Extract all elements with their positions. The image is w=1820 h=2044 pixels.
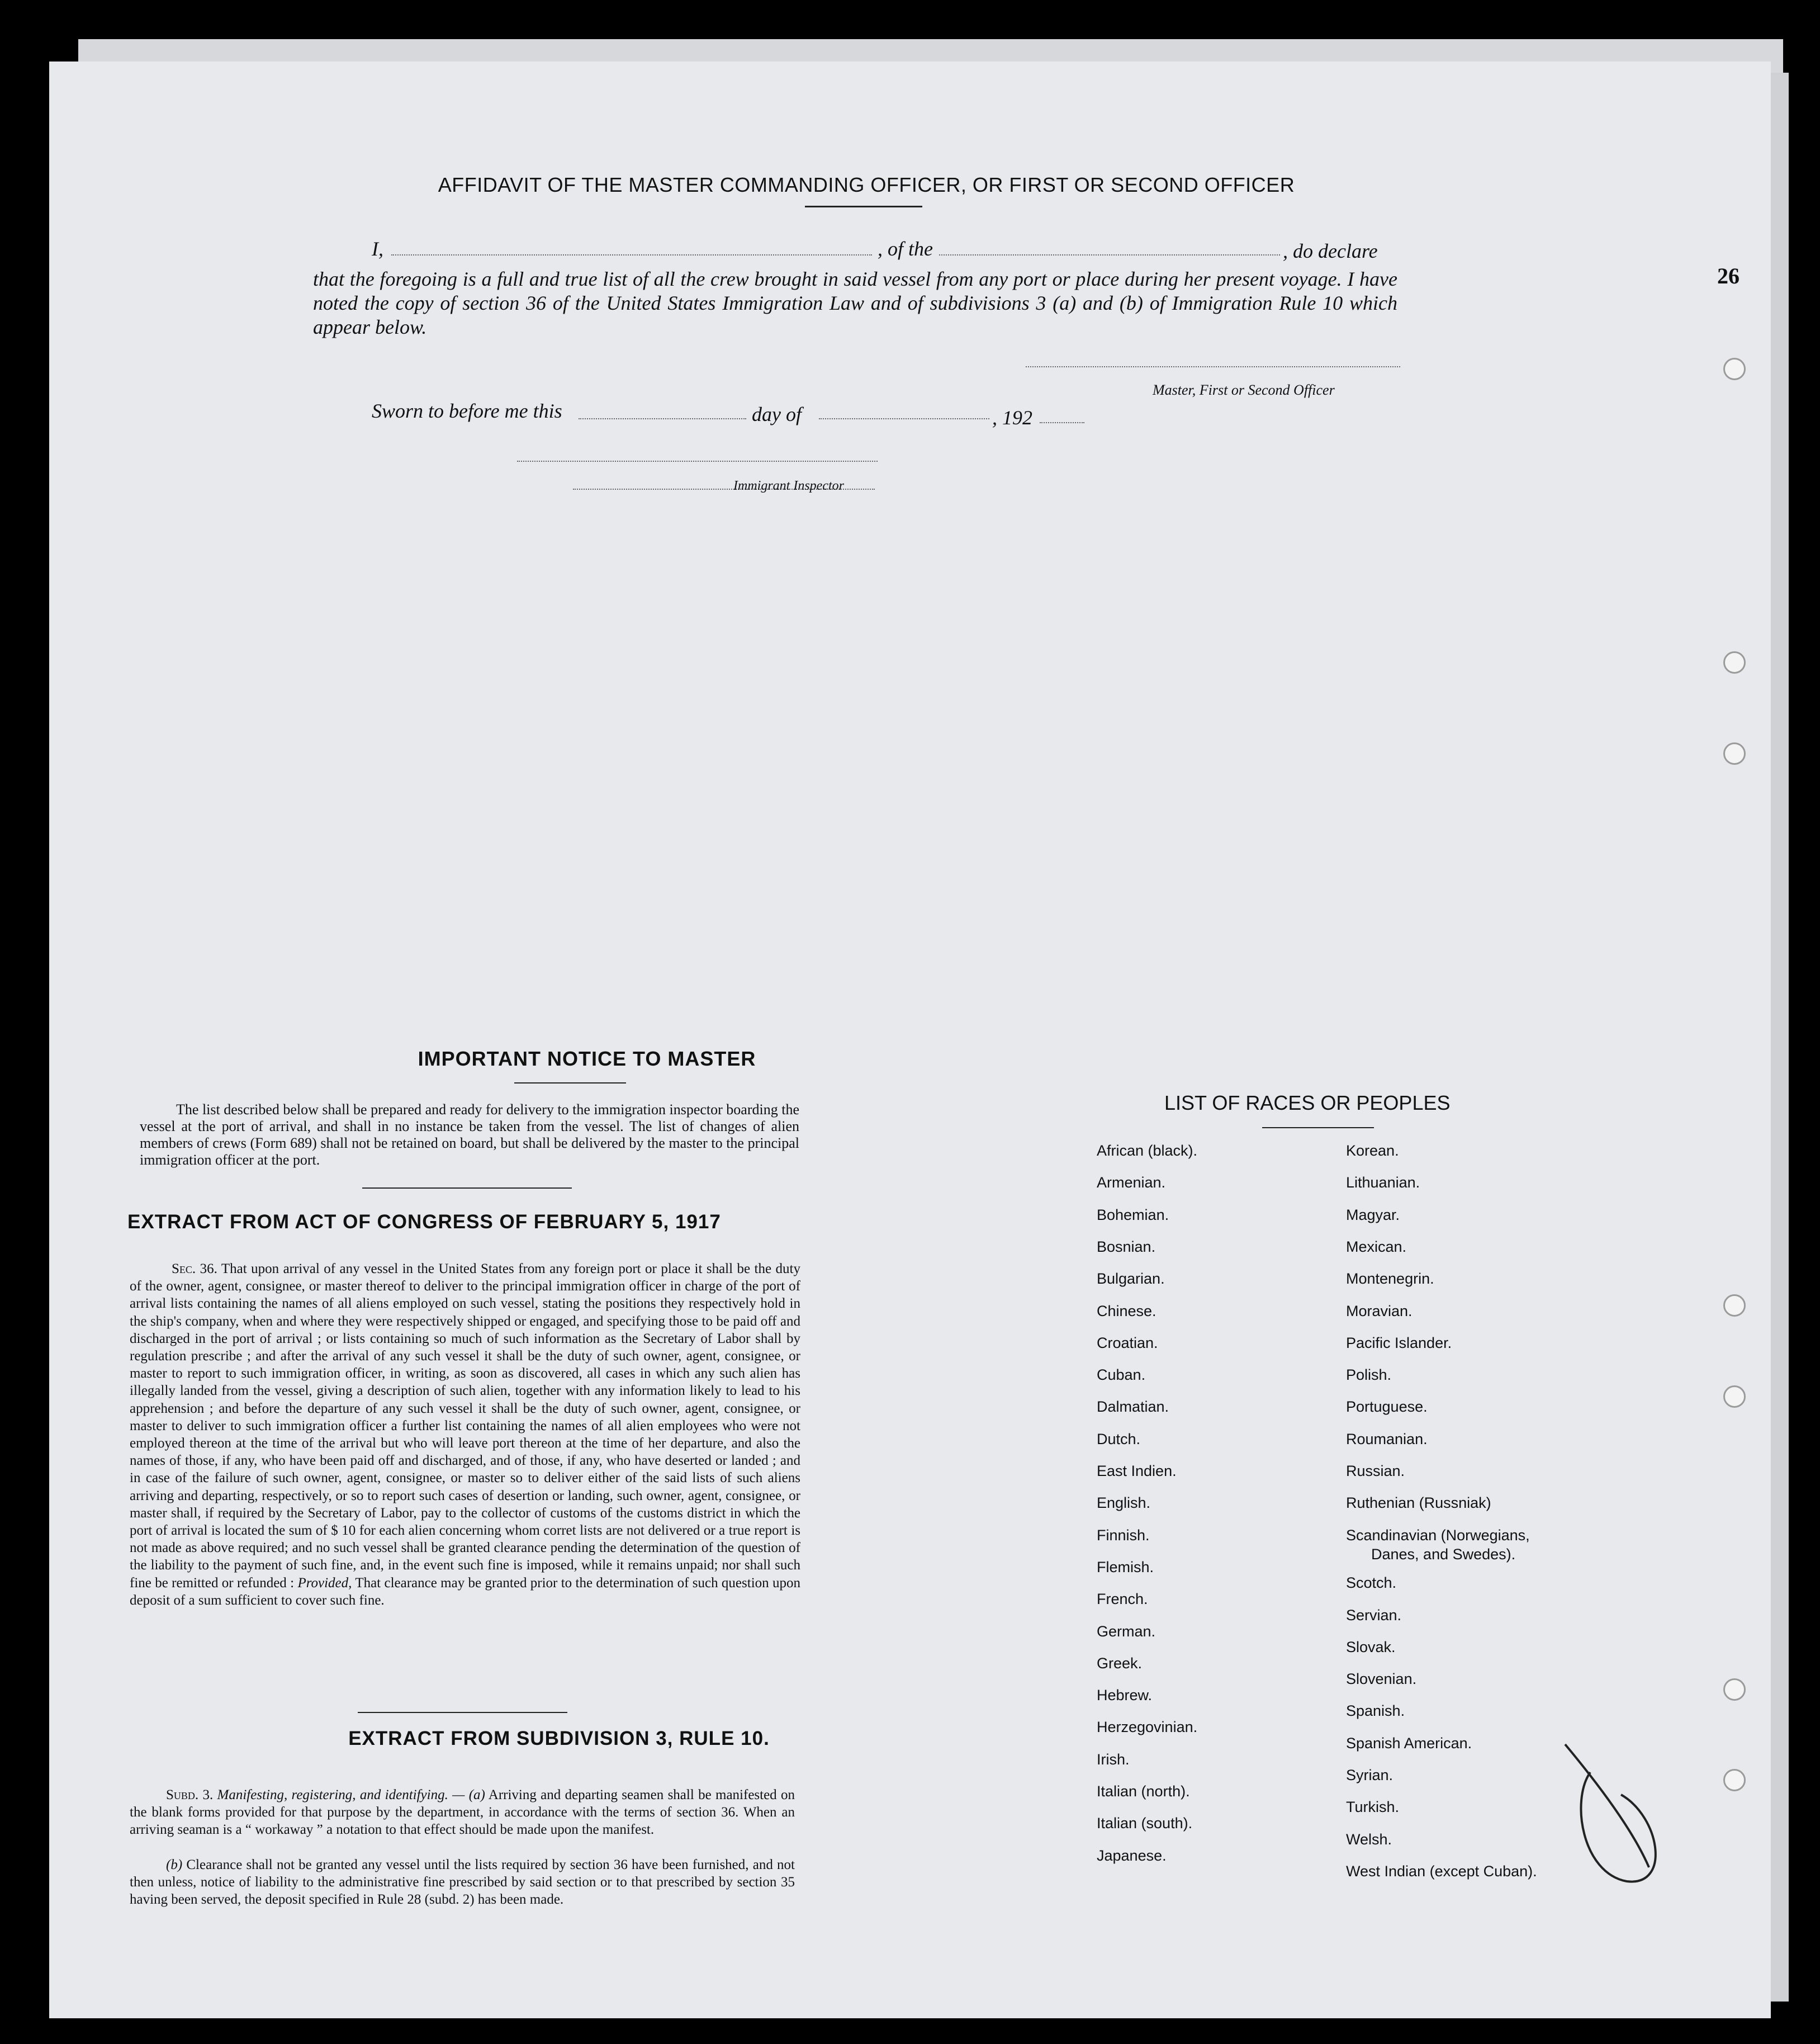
act-title: [127, 1211, 721, 1233]
race-item: Armenian.: [1097, 1174, 1166, 1191]
handwritten-mark-icon: [1560, 1733, 1671, 1890]
act-sec-label: Sec. 36.: [172, 1261, 217, 1276]
affidavit-title: AFFIDAVIT OF THE MASTER COMMANDING OFFICER, OR FIRST OR SECOND OFFICER: [438, 173, 1295, 196]
name-blank: [391, 254, 872, 256]
day-of-label: day of: [752, 403, 802, 425]
binder-hole-icon: [1723, 358, 1746, 380]
of-the-label: , of the: [878, 238, 933, 260]
binder-hole-icon: [1723, 1385, 1746, 1408]
race-item: Greek.: [1097, 1654, 1143, 1672]
do-declare-label: , do declare: [1283, 240, 1378, 262]
race-item: Finnish.: [1097, 1526, 1150, 1544]
race-item: French.: [1097, 1591, 1148, 1608]
race-item: Slovak.: [1346, 1638, 1396, 1655]
inspector-line-upper: [517, 461, 878, 462]
race-item: Japanese.: [1097, 1847, 1167, 1864]
race-item: Italian (south).: [1097, 1815, 1193, 1832]
race-item: Korean.: [1346, 1142, 1399, 1159]
race-item: German.: [1097, 1622, 1156, 1640]
act-title-text: EXTRACT FROM ACT OF CONGRESS OF FEBRUARY 5, 1917: [127, 1211, 721, 1233]
declarant-prefix: I,: [372, 238, 383, 260]
race-item: Italian (north).: [1097, 1783, 1190, 1800]
inspector-label: Immigrant Inspector: [733, 479, 844, 493]
year-label: , 192: [992, 406, 1032, 429]
race-item: Welsh.: [1346, 1830, 1392, 1848]
race-item: Syrian.: [1346, 1767, 1394, 1783]
notice-text: The list described below shall be prepared and ready for delivery to the immigration inspector boarding the vessel at the port of arrival, and shall in no instance be taken from the vessel. The list of changes of alien members of crews (Form 689) shall not be retained on board, but shall be delivered by the master to the principal immigration officer at the port.: [140, 1101, 799, 1168]
document-page: [49, 61, 1771, 2018]
binder-hole-icon: [1723, 742, 1746, 765]
binder-hole-icon: [1723, 1769, 1746, 1791]
race-item: East Indien.: [1097, 1463, 1177, 1479]
race-item: Irish.: [1097, 1750, 1130, 1768]
signature-label: Master, First or Second Officer: [1153, 382, 1335, 398]
sworn-label: Sworn to before me this: [372, 400, 562, 422]
signature-line: [1026, 366, 1400, 367]
race-item: Hebrew.: [1097, 1687, 1153, 1704]
page-number: 26: [1717, 263, 1740, 288]
race-item: Bosnian.: [1097, 1238, 1156, 1255]
act-text: [130, 1260, 800, 1609]
race-item: Bohemian.: [1097, 1206, 1169, 1223]
race-item: Turkish.: [1346, 1799, 1400, 1816]
race-item: English.: [1097, 1494, 1151, 1512]
binder-hole-icon: [1723, 651, 1746, 674]
race-item: Scotch.: [1346, 1574, 1397, 1592]
notice-title: IMPORTANT NOTICE TO MASTER: [418, 1047, 756, 1070]
race-item: African (black).: [1097, 1142, 1198, 1159]
race-item: Moravian.: [1346, 1302, 1413, 1319]
race-item: Dutch.: [1097, 1430, 1141, 1447]
race-item: Herzegovinian.: [1097, 1719, 1198, 1736]
act-divider: [358, 1712, 567, 1713]
rule-heading: Manifesting, registering, and identifying. — (a): [217, 1787, 485, 1802]
race-item: Portuguese.: [1346, 1398, 1428, 1416]
race-item: Ruthenian (Russniak): [1346, 1494, 1491, 1512]
race-item: West Indian (except Cuban).: [1346, 1862, 1537, 1880]
rule-title: EXTRACT FROM SUBDIVISION 3, RULE 10.: [348, 1728, 770, 1749]
race-item: Dalmatian.: [1097, 1398, 1169, 1416]
race-item: Lithuanian.: [1346, 1174, 1420, 1191]
race-item: Chinese.: [1097, 1302, 1157, 1319]
act-sec-text: That upon arrival of any vessel in the United States from any foreign port or place it shall be the duty of the owner, agent, consignee, or master thereof to deliver to the principal immigration officer in charge of the port of arrival lists containing the names of all aliens employed on such vessel, stating the positions they respectively hold in the ship's company, when and where they were respectively shipped or engaged, and specifying those to be paid off and discharged in the port of arrival ; or lists containing so much of such information as the Secretary of Labor shall by regulation prescribe ; and after the arrival of any such vessel it shall be the duty of such owner, agent, consignee, or master to report to such immigration officer, in writing, as soon as discovered, all cases in which any such alien has illegally landed from the vessel, giving a description of such alien, together with any information likely to lead to his apprehension ; and before the departure of any such vessel it shall be the duty of such owner, agent, consignee, or master to deliver to such immigration officer a further list containing the names of all alien employees who were not employed thereon at the time of the arrival but who will leave port thereon at the time of her departure, and also the names of those, if any, who have been paid off and discharged, and of those, if any, who have deserted or landed ; and in case of the failure of such owner, agent, consignee, or master so to deliver either of the said lists of such aliens arriving and departing, respectively, or so to report such cases of desertion or landing, such owner, agent, consignee, or master shall, if required by the Secretary of Labor, pay to the collector of customs of the customs district in which the port of arrival is located the sum of $ 10 for each alien concerning whom corret lists are not delivered or a true report is not made as above required; and no such vessel shall be granted clearance pending the determination of the question of the liability to the payment of such fine, and, in the event such fine is imposed, while it remains unpaid; nor shall such fine be remitted or refunded :: [130, 1261, 800, 1591]
affidavit-body: that the foregoing is a full and true list of all the crew brought in said vessel from any port or place during her present voyage. I have noted the copy of section 36 of the United States Immigration Law and of subdivisions 3 (a) and (b) of Immigration Rule 10 which appear below.: [313, 268, 1397, 338]
sworn-day-blank: [579, 418, 746, 419]
notice-underline: [514, 1082, 626, 1083]
title-underline: [805, 206, 922, 207]
rule-text-b: [130, 1856, 795, 1908]
race-item: Polish.: [1346, 1366, 1392, 1384]
race-item: Spanish American.: [1346, 1734, 1472, 1752]
binder-hole-icon: [1723, 1294, 1746, 1317]
races-title: LIST OF RACES OR PEOPLES: [1164, 1091, 1451, 1114]
race-item: Flemish.: [1097, 1558, 1154, 1575]
race-item: Pacific Islander.: [1346, 1334, 1452, 1351]
sworn-month-blank: [819, 418, 989, 419]
rule-a-text: Arriving and departing seamen shall be manifested on the blank forms provided for that purpose by the department, in accordance with the terms of section 36. When an arriving seaman is a “ workaway ” a notation to that effect should be made upon the manifest.: [130, 1787, 795, 1837]
race-item: Slovenian.: [1346, 1671, 1417, 1688]
rule-b-text: Clearance shall not be granted any vessel until the lists required by section 36 have been furnished, and not then unless, notice of liability to the administrative fine prescribed by said section or to that prescribed by section 35 having been served, the deposit specified in Rule 28 (subd. 2) has been made.: [130, 1857, 795, 1907]
act-provided: Provided,: [297, 1575, 352, 1591]
race-item: Croatian.: [1097, 1334, 1158, 1351]
rule-b-label: (b): [166, 1857, 183, 1872]
race-item: Servian.: [1346, 1606, 1402, 1624]
race-item: Russian.: [1346, 1463, 1405, 1479]
race-item: Montenegrin.: [1346, 1270, 1434, 1288]
notice-divider: [362, 1187, 572, 1189]
race-item: Danes, and Swedes).: [1371, 1545, 1516, 1563]
race-item: Spanish.: [1346, 1702, 1405, 1720]
races-underline: [1262, 1127, 1374, 1128]
race-item: Roumanian.: [1346, 1430, 1428, 1447]
race-item: Mexican.: [1346, 1238, 1407, 1255]
race-item: Magyar.: [1346, 1206, 1400, 1223]
race-item: Bulgarian.: [1097, 1270, 1165, 1288]
act-sec-text-2: That clearance may be granted prior to the determination of such question upon deposit of a sum sufficient to cover such fine.: [130, 1575, 800, 1608]
race-item: Cuban.: [1097, 1366, 1146, 1384]
rule-subd-label: Subd. 3.: [166, 1787, 214, 1802]
race-item: Scandinavian (Norwegians,: [1346, 1526, 1530, 1544]
year-blank: [1040, 422, 1084, 423]
rule-text-a: [130, 1786, 795, 1838]
binder-hole-icon: [1723, 1678, 1746, 1701]
vessel-blank: [939, 254, 1280, 256]
